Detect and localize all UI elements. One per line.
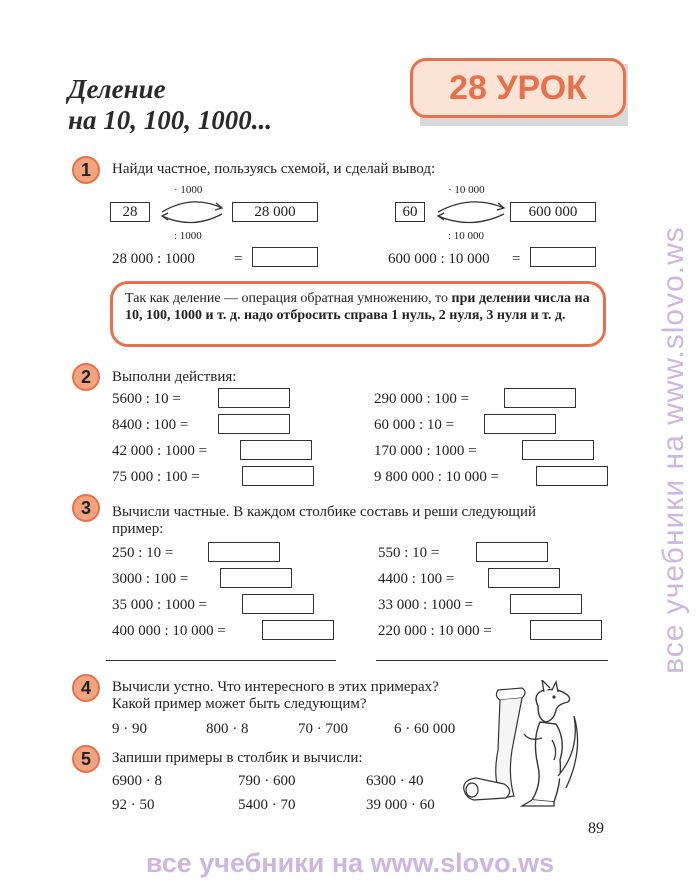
side-watermark-text: все учебники на www.slovo.ws	[657, 226, 690, 674]
task-4-example: 800 · 8	[206, 721, 249, 737]
task-3-left-expr: 250 : 10 =	[112, 545, 174, 561]
answer-box[interactable]	[476, 542, 548, 562]
page-title	[68, 74, 272, 136]
scheme-right-end: 600 000	[510, 202, 596, 222]
task-3-number: 3	[72, 494, 100, 522]
scheme-left-top-op: · 1000	[174, 184, 203, 196]
task-2-left-expr: 75 000 : 100 =	[112, 469, 200, 485]
task-5-example: 6300 · 40	[366, 773, 424, 789]
rule-text-bold1: при делении	[451, 291, 531, 306]
task-2-prompt: Выполни действия:	[112, 369, 237, 385]
task-2-left-expr: 42 000 : 1000 =	[112, 443, 208, 459]
answer-box[interactable]	[522, 440, 594, 460]
rule-text-bold2: числа на 10, 100, 1000 и т. д. надо отбросить справа 1 нуль, 2 нуля,	[125, 291, 590, 323]
task-1-number: 1	[72, 156, 100, 184]
task-3-prompt-line-1: Вычисли частные. В каждом столбике составь и реши следующий	[112, 504, 537, 520]
answer-box[interactable]	[240, 440, 312, 460]
answer-box[interactable]	[252, 247, 318, 267]
task-2-right-expr: 60 000 : 10 =	[374, 417, 455, 433]
answer-box[interactable]	[530, 620, 602, 640]
task-2-right-expr: 9 800 000 : 10 000 =	[374, 469, 500, 485]
equals-sign: =	[234, 251, 243, 267]
answer-box[interactable]	[536, 466, 608, 486]
task-5-example: 92 · 50	[112, 797, 155, 813]
scheme-right-top-op: · 10 000	[448, 184, 485, 196]
answer-line[interactable]	[106, 660, 336, 661]
task-2-left-expr: 8400 : 100 =	[112, 417, 189, 433]
answer-box[interactable]	[262, 620, 334, 640]
task-3-right-expr: 220 000 : 10 000 =	[378, 623, 492, 639]
title-line-2: на 10, 100, 1000...	[68, 105, 272, 135]
task-1-equation-right: 600 000 : 10 000	[388, 251, 490, 267]
answer-box[interactable]	[242, 466, 314, 486]
task-2-right-expr: 290 000 : 100 =	[374, 391, 470, 407]
answer-box[interactable]	[504, 388, 576, 408]
task-5-example: 5400 · 70	[238, 797, 296, 813]
scheme-right-start: 60	[395, 202, 425, 222]
scheme-left-end: 28 000	[232, 202, 318, 222]
answer-box[interactable]	[242, 594, 314, 614]
lesson-badge: 28 УРОК	[410, 58, 626, 118]
answer-box[interactable]	[218, 414, 290, 434]
page-number: 89	[588, 820, 604, 837]
kangaroo-illustration	[462, 680, 602, 810]
scheme-left-start: 28	[110, 202, 150, 222]
rule-box	[110, 281, 606, 347]
task-1-equation-left: 28 000 : 1000	[112, 251, 195, 267]
task-3-prompt-line-2: пример:	[112, 521, 164, 537]
task-3-right-expr: 550 : 10 =	[378, 545, 440, 561]
rule-text-part1: Так как деление — операция обратная умножению, то	[125, 291, 452, 306]
task-4-prompt-line-2: Какой пример может быть следующим?	[112, 696, 367, 712]
task-5-example: 790 · 600	[238, 773, 296, 789]
task-3-left-expr: 3000 : 100 =	[112, 571, 189, 587]
scheme-right-arrows	[432, 194, 510, 230]
task-3-right-expr: 4400 : 100 =	[378, 571, 455, 587]
answer-line[interactable]	[376, 660, 608, 661]
scheme-left-bottom-op: : 1000	[174, 230, 202, 242]
task-2-number: 2	[72, 363, 100, 391]
task-1-prompt: Найди частное, пользуясь схемой, и сделай вывод:	[112, 161, 436, 177]
task-4-example: 70 · 700	[298, 721, 348, 737]
rule-text-bold3: 3 нуля и т. д.	[486, 308, 566, 323]
task-3-left-expr: 400 000 : 10 000 =	[112, 623, 226, 639]
task-3-left-expr: 35 000 : 1000 =	[112, 597, 208, 613]
task-4-example: 6 · 60 000	[394, 721, 456, 737]
answer-box[interactable]	[218, 388, 290, 408]
title-line-1: Деление	[68, 74, 166, 104]
answer-box[interactable]	[208, 542, 280, 562]
answer-box[interactable]	[510, 594, 582, 614]
task-2-left-expr: 5600 : 10 =	[112, 391, 181, 407]
scheme-right-bottom-op: : 10 000	[448, 230, 485, 242]
task-5-number: 5	[72, 745, 100, 773]
task-5-example: 39 000 · 60	[366, 797, 435, 813]
equals-sign: =	[512, 251, 521, 267]
task-5-example: 6900 · 8	[112, 773, 162, 789]
answer-box[interactable]	[530, 247, 596, 267]
answer-box[interactable]	[484, 414, 556, 434]
task-4-number: 4	[72, 674, 100, 702]
bottom-watermark[interactable]: все учебники на www.slovo.ws	[145, 848, 555, 878]
task-3-right-expr: 33 000 : 1000 =	[378, 597, 474, 613]
side-watermark	[654, 130, 694, 770]
task-4-example: 9 · 90	[112, 721, 147, 737]
task-5-prompt: Запиши примеры в столбик и вычисли:	[112, 750, 363, 766]
task-2-right-expr: 170 000 : 1000 =	[374, 443, 477, 459]
answer-box[interactable]	[488, 568, 560, 588]
task-4-prompt-line-1: Вычисли устно. Что интересного в этих примерах?	[112, 679, 439, 695]
scheme-left-arrows	[156, 194, 228, 230]
answer-box[interactable]	[220, 568, 292, 588]
